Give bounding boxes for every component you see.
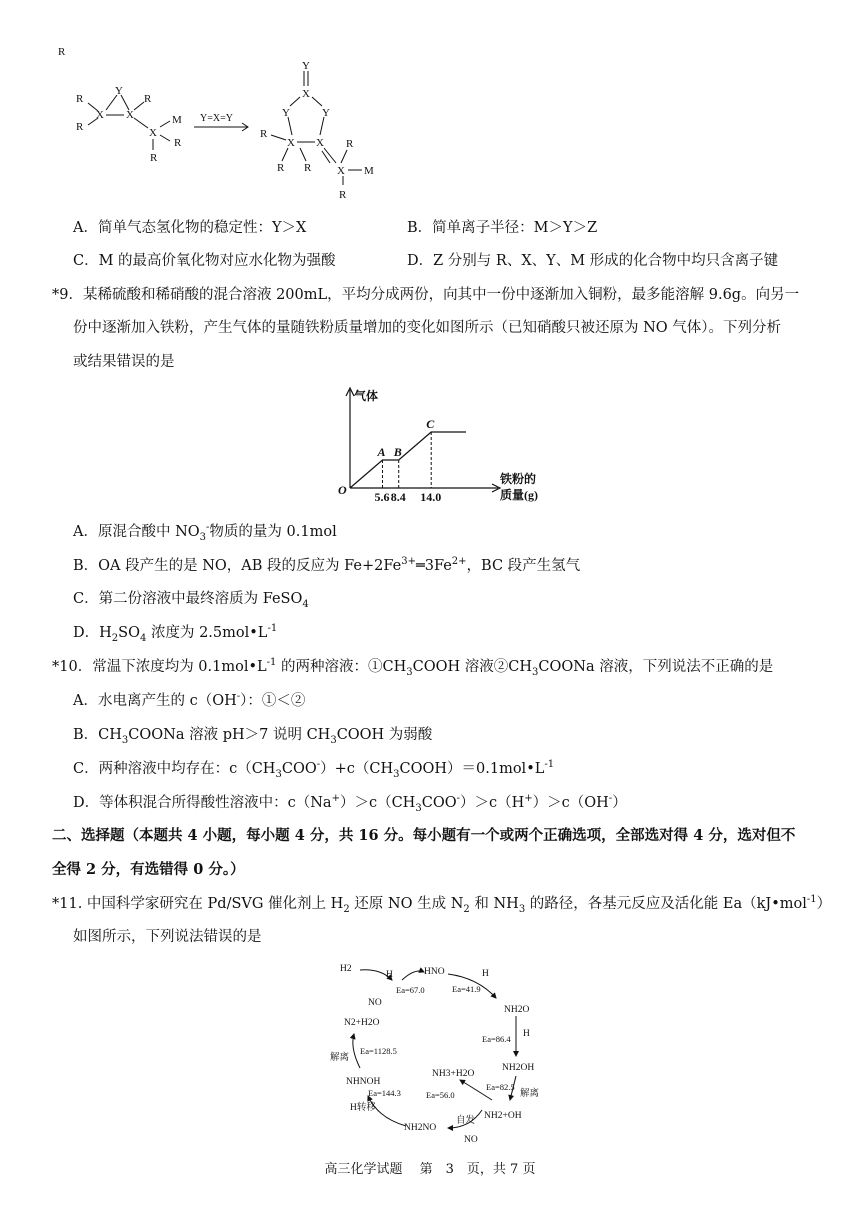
q9-option-a: A．原混合酸中 $NO_3^-$物质的量为 0.1mol	[73, 522, 337, 543]
mol-atom: R	[346, 138, 354, 150]
mol-atom: R	[277, 162, 285, 174]
arrow-label: Y=X=Y	[200, 113, 233, 124]
mol-atom: Y	[282, 107, 290, 119]
q10-option-b: B．$CH_3COONa$ 溶液 pH＞7 说明 $CH_3COOH$ 为弱酸	[73, 727, 433, 746]
mol-atom: R	[76, 121, 84, 133]
q8-option-b: B．简单离子半径：M＞Y＞Z	[407, 220, 598, 236]
q10-option-d: D．等体积混合所得酸性溶液中：$c(Na^+)>c(CH_3COO^-)>c(H^+)>c(OH^-)$	[73, 793, 627, 814]
page-footer: 高三化学试题 第 3 页，共 7 页	[324, 1162, 536, 1177]
reaction-cycle-diagram	[320, 958, 560, 1148]
cycle-h-transfer: H转移	[350, 1103, 376, 1113]
iron-gas-chart	[330, 380, 560, 510]
q10-stem: *10．常温下浓度均为 $0.1mol•L^{-1}$ 的两种溶液：$①CH_3COOH$ 溶液$②CH_3COONa$ 溶液，下列说法不正确的是	[52, 657, 774, 678]
x-axis-label-1: 铁粉的	[500, 472, 537, 486]
mol-atom: Y	[322, 107, 330, 119]
mol-atom: R	[144, 93, 152, 105]
mol-atom: X	[287, 137, 295, 149]
cycle-no-a: NO	[368, 998, 382, 1008]
mol-atom: R	[76, 93, 84, 105]
mol-atom: M	[364, 165, 374, 177]
q11-stem-line1: *11. 中国科学家研究在 Pd/SVG 催化剂上 $H_2$ 还原 NO 生成 $N_2$ 和 $NH_3$ 的路径，各基元反应及活化能 Ea（kJ•mol$^{-1}$）	[52, 894, 832, 915]
mol-atom: Y	[115, 85, 123, 97]
cycle-h-a: H	[386, 970, 393, 980]
mol-atom: X	[316, 137, 324, 149]
y-axis-label: 气体	[354, 389, 379, 403]
q8-option-a: A．简单气态氢化物的稳定性：Y＞X	[73, 220, 307, 236]
cycle-ea-41: Ea=41.9	[452, 984, 481, 994]
mol-atom: R	[174, 137, 182, 149]
q9-option-b: B．OA 段产生的是 NO，AB 段的反应为 $Fe+2Fe^{3+}═3Fe^{2+}$，BC 段产生氢气	[73, 556, 581, 574]
mol-atom: X	[96, 109, 104, 121]
x-axis-label-2: 质量(g)	[500, 488, 538, 502]
mol-atom: R	[150, 152, 158, 164]
tick-label: 5.6	[374, 490, 390, 504]
mol-atom: R	[304, 162, 312, 174]
cycle-h2: H2	[340, 964, 352, 974]
gas-curve	[350, 432, 466, 488]
mol-atom: X	[149, 127, 157, 139]
cycle-h-c: H	[523, 1029, 530, 1039]
q10-option-a: A．水电离产生的 c（OH-）：①＜②	[73, 691, 306, 709]
cycle-ea-56: Ea=56.0	[426, 1090, 455, 1100]
q9-option-d: D．$H_2SO_4$ 浓度为 $2.5mol•L^{-1}$	[73, 623, 278, 644]
q11-stem-line2: 如图所示，下列说法错误的是	[73, 929, 262, 945]
tick-label: 14.0	[420, 490, 442, 504]
mol-atom: X	[302, 88, 310, 100]
section-2-heading-line1: 二、选择题（本题共 4 小题，每小题 4 分，共 16 分。每小题有一个或两个正确选项，全部选对得 4 分，选对但不	[52, 827, 796, 844]
cycle-nhnoh: NHNOH	[346, 1077, 381, 1087]
point-label: C	[426, 417, 435, 431]
mol-atom: X	[337, 165, 345, 177]
cycle-n2-h2o: N2+H2O	[344, 1018, 380, 1028]
mol-atom: R	[260, 128, 268, 140]
cycle-nh2-oh: NH2+OH	[484, 1111, 522, 1121]
cycle-nh3-h2o: NH3+H2O	[432, 1069, 475, 1079]
point-label: A	[377, 445, 386, 459]
cycle-hno: HNO	[424, 967, 445, 977]
mol-atom: M	[172, 114, 182, 126]
mol-atom: R	[58, 46, 66, 58]
q9-stem-line3: 或结果错误的是	[73, 354, 175, 370]
cycle-ea-86: Ea=86.4	[482, 1034, 511, 1044]
cycle-ea-1128: Ea=1128.5	[360, 1046, 397, 1056]
cycle-h-b: H	[482, 969, 489, 979]
cycle-ea-144: Ea=144.3	[368, 1088, 401, 1098]
cycle-nh2no: NH2NO	[404, 1123, 437, 1133]
q8-option-d: D．Z 分别与 R、X、Y、M 形成的化合物中均只含离子键	[407, 253, 779, 269]
q9-option-c: C．第二份溶液中最终溶质为 FeSO$_4$	[73, 591, 309, 610]
cycle-jieli-1: 解离	[520, 1089, 540, 1099]
cycle-zifa: 自发	[456, 1116, 476, 1126]
tick-label: 8.4	[390, 490, 406, 504]
section-2-heading-line2: 全得 2 分，有选错得 0 分。）	[52, 861, 245, 878]
cycle-jieli-2: 解离	[330, 1053, 350, 1063]
q8-option-c: C．M 的最高价氧化物对应水化物为强酸	[73, 253, 336, 269]
point-label: B	[393, 445, 402, 459]
cycle-nh2o: NH2O	[504, 1005, 530, 1015]
q10-option-c: C．两种溶液中均存在：$c(CH_3COO^-)+c(CH_3COOH)=0.1mol•L^{-1}$	[73, 759, 555, 780]
cycle-no-b: NO	[464, 1135, 478, 1145]
cycle-nh2oh: NH2OH	[502, 1063, 535, 1073]
q9-stem-line2: 份中逐渐加入铁粉，产生气体的量随铁粉质量增加的变化如图所示（已知硝酸只被还原为 NO 气体）。下列分析	[73, 320, 782, 336]
q9-stem-line1: *9．某稀硫酸和稀硝酸的混合溶液 200mL，平均分成两份，向其中一份中逐渐加入铜粉，最多能溶解 9.6g。向另一	[52, 287, 800, 303]
mol-atom: R	[339, 189, 347, 201]
mol-atom: X	[126, 109, 134, 121]
mol-atom: Y	[302, 60, 310, 72]
molecule-reaction-figure	[58, 46, 400, 205]
cycle-ea-82: Ea=82.5	[486, 1082, 515, 1092]
cycle-ea-67: Ea=67.0	[396, 985, 425, 995]
origin-label: O	[338, 483, 347, 497]
